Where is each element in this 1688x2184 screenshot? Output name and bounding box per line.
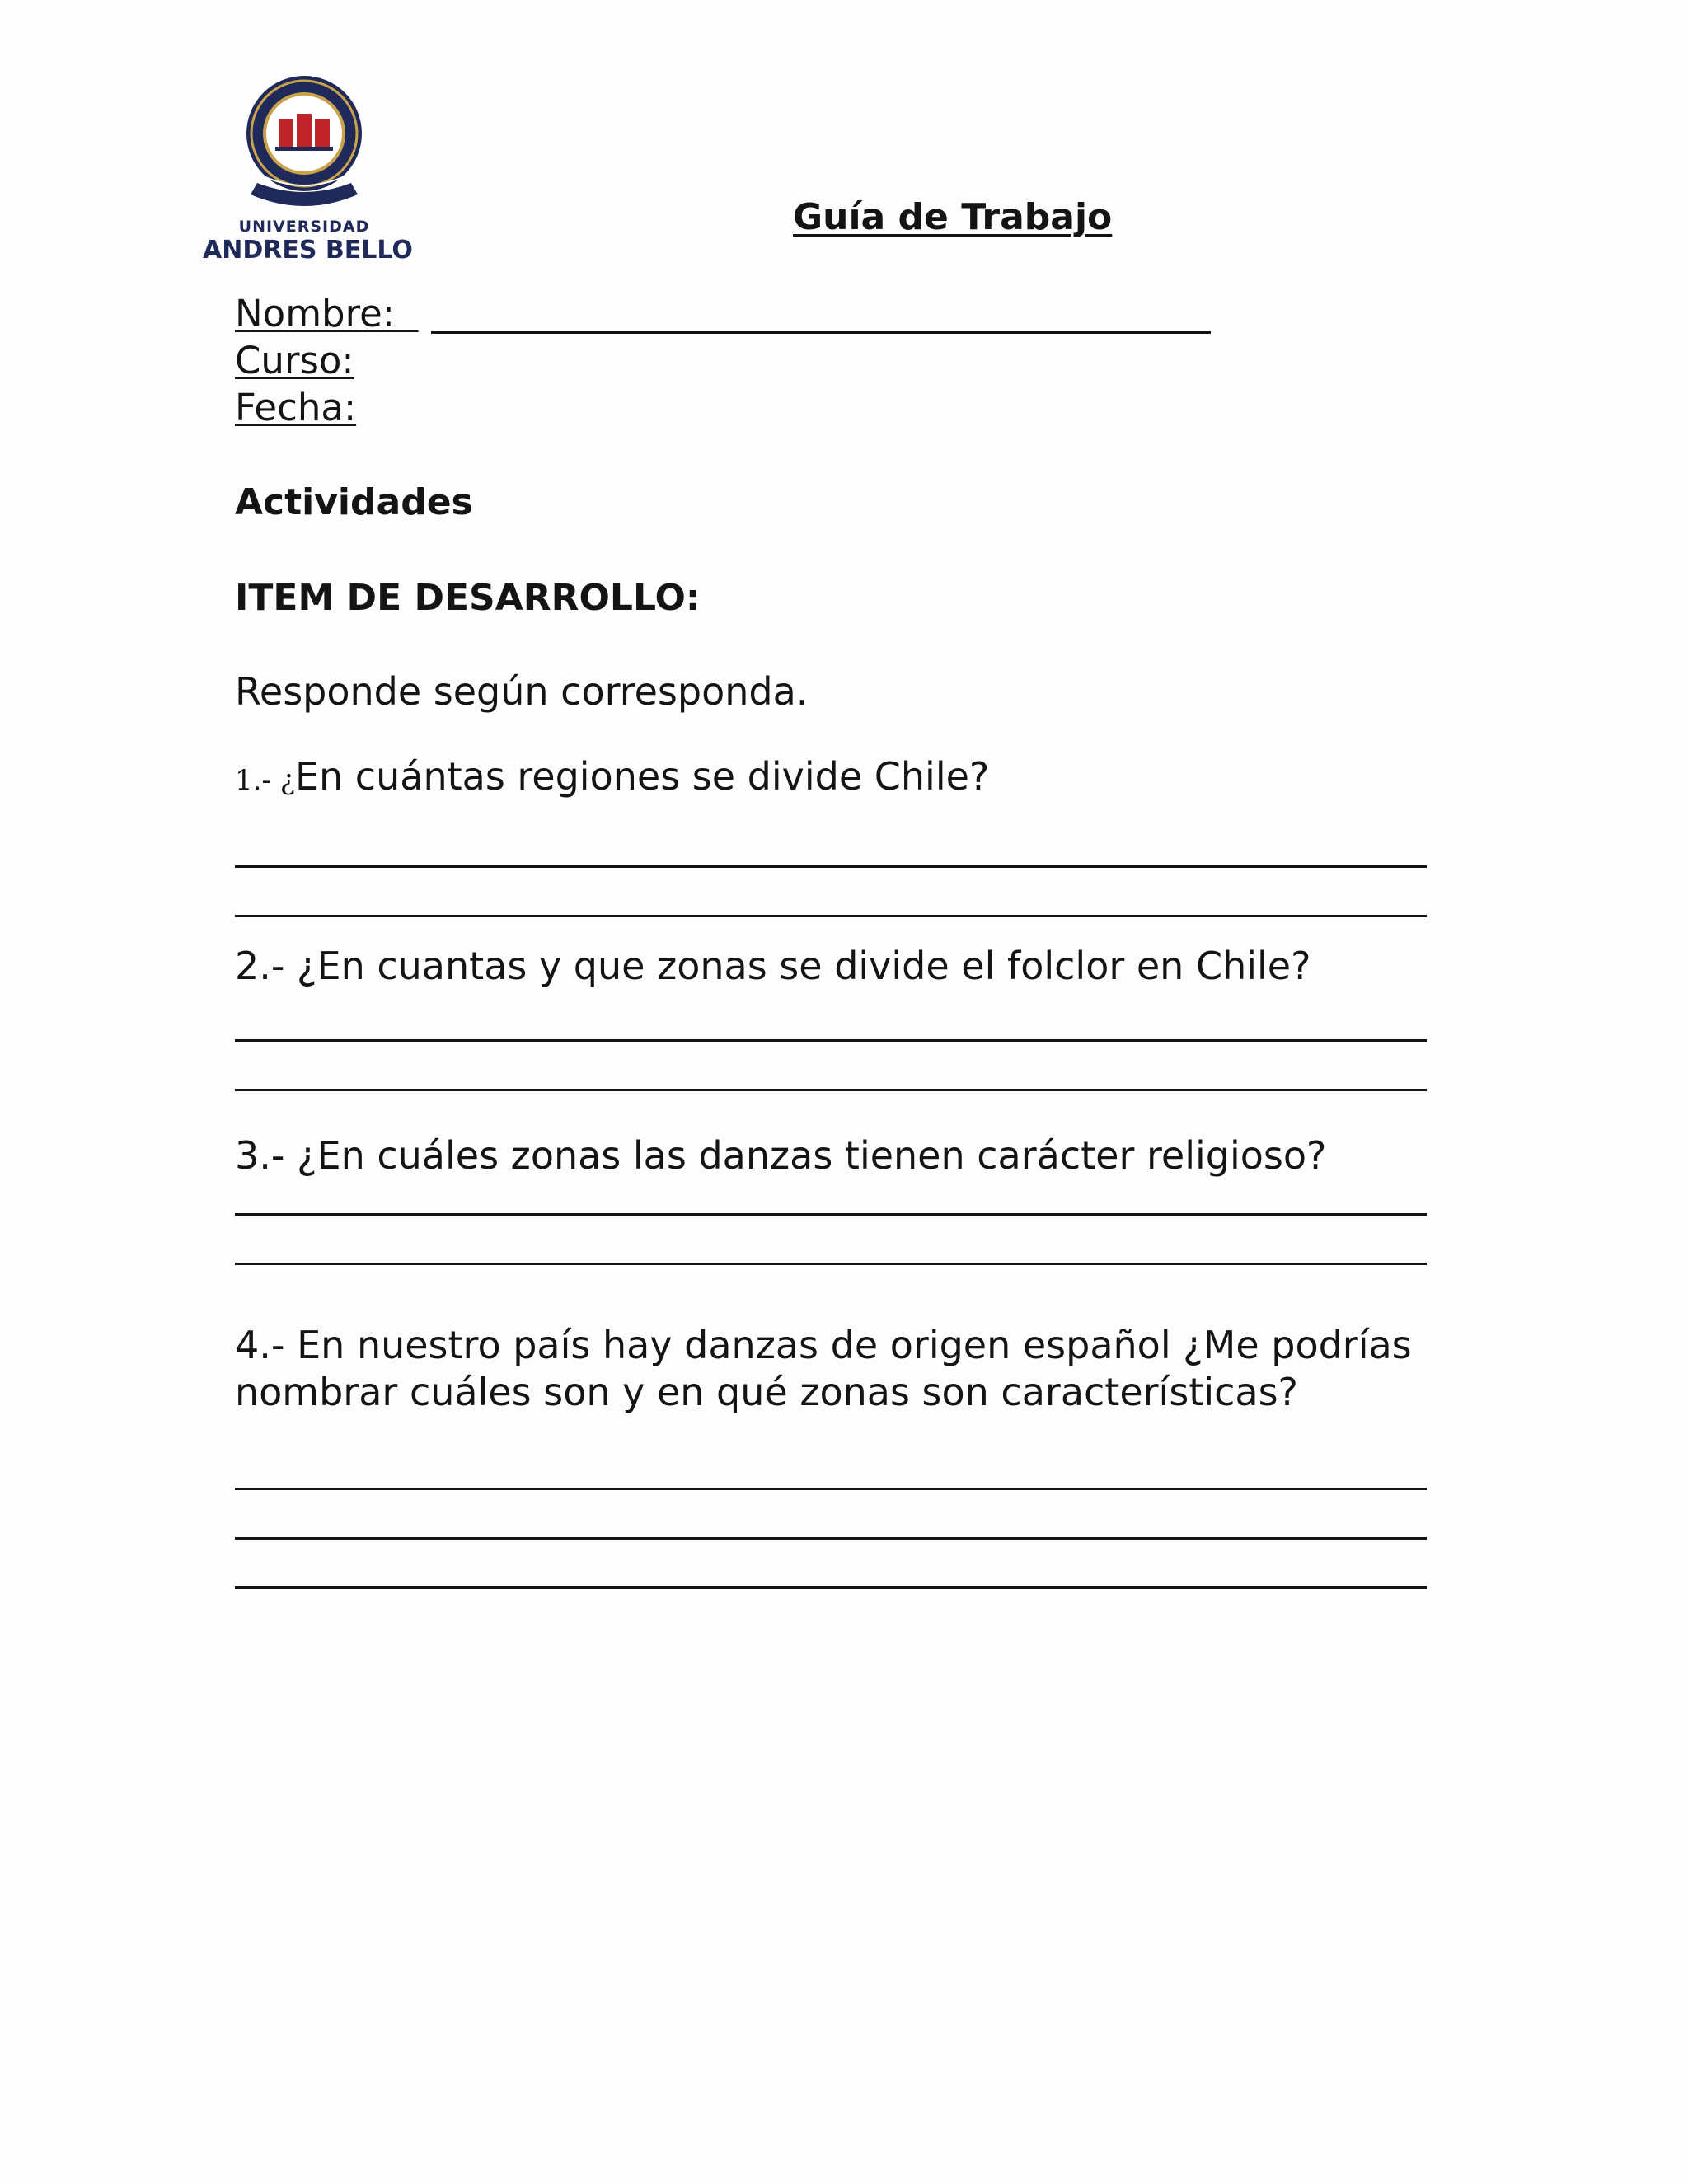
section-heading: Actividades <box>235 481 473 523</box>
logo-line-2: ANDRES BELLO <box>203 236 413 265</box>
answer-line[interactable] <box>235 1089 1427 1091</box>
answer-line[interactable] <box>235 1488 1427 1490</box>
university-logo <box>203 71 413 269</box>
answer-line[interactable] <box>235 1537 1427 1540</box>
nombre-answer-line[interactable] <box>431 331 1211 334</box>
answer-line[interactable] <box>235 1263 1427 1265</box>
field-curso-label: Curso: <box>235 339 354 382</box>
instruction-text: Responde según corresponda. <box>235 669 809 714</box>
field-nombre-label: Nombre: <box>235 292 419 335</box>
answer-line[interactable] <box>235 865 1427 868</box>
university-crest-icon <box>244 71 364 213</box>
question-4-line-1: 4.- En nuestro país hay danzas de origen español ¿Me podrías <box>235 1323 1412 1367</box>
answer-line[interactable] <box>235 1213 1427 1216</box>
page-title: Guía de Trabajo <box>793 196 1113 238</box>
answer-line[interactable] <box>235 1586 1427 1589</box>
question-1-text: En cuántas regiones se divide Chile? <box>294 754 990 799</box>
question-2: 2.- ¿En cuantas y que zonas se divide el folclor en Chile? <box>235 944 1311 988</box>
item-heading: ITEM DE DESARROLLO: <box>235 577 701 619</box>
question-3: 3.- ¿En cuáles zonas las danzas tienen carácter religioso? <box>235 1133 1327 1178</box>
field-fecha-label: Fecha: <box>235 386 357 429</box>
answer-line[interactable] <box>235 915 1427 917</box>
logo-line-1: UNIVERSIDAD <box>238 218 370 236</box>
question-1 <box>235 754 989 799</box>
question-1-number: 1.- ¿ <box>235 764 295 797</box>
answer-line[interactable] <box>235 1039 1427 1042</box>
question-4-line-2: nombrar cuáles son y en qué zonas son características? <box>235 1370 1298 1414</box>
